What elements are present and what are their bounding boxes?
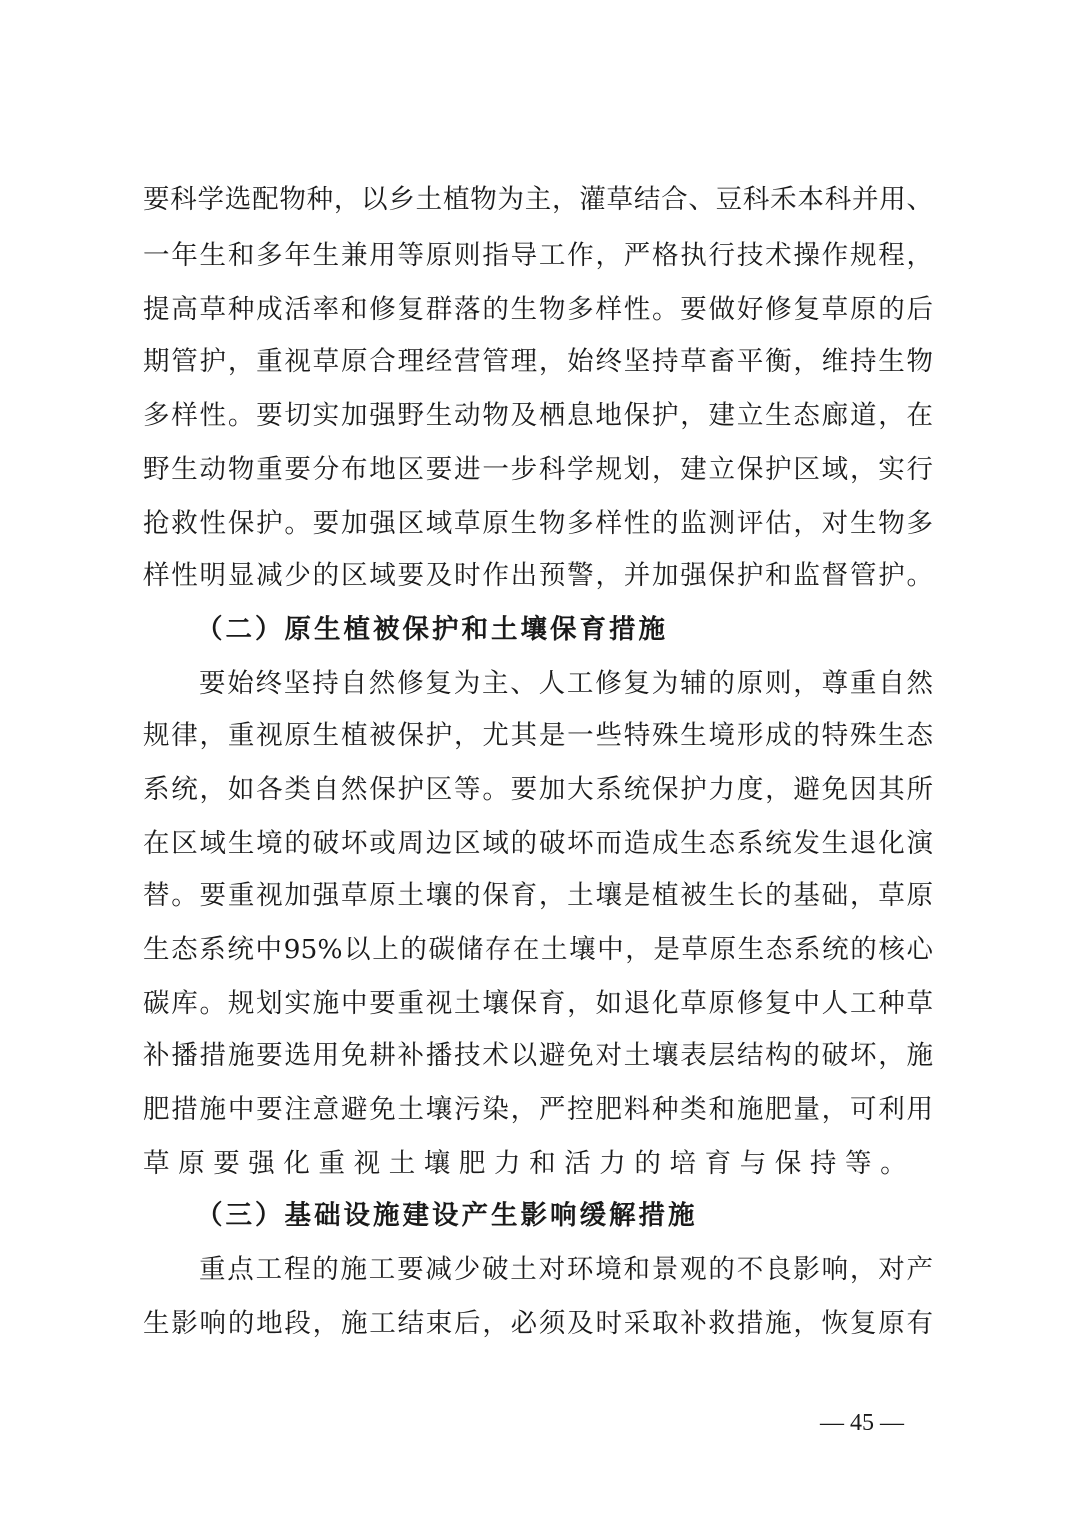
paragraph-2-line-8: 补播措施要选用免耕补播技术以避免对土壤表层结构的破坏，施 <box>143 1040 933 1071</box>
section-heading-3: （三）基础设施建设产生影响缓解措施 <box>196 1200 698 1231</box>
paragraph-1-line-3: 提高草种成活率和修复群落的生物多样性。要做好修复草原的后 <box>143 294 933 325</box>
paragraph-1-line-2: 一年生和多年生兼用等原则指导工作，严格执行技术操作规程， <box>143 240 933 271</box>
paragraph-2-line-5: 替。要重视加强草原土壤的保育，土壤是植被生长的基础，草原 <box>143 880 933 911</box>
page-number: — 45 — <box>820 1410 904 1436</box>
paragraph-3-line-2: 生影响的地段，施工结束后，必须及时采取补救措施，恢复原有 <box>143 1308 933 1339</box>
paragraph-2-line-1: 要始终坚持自然修复为主、人工修复为辅的原则，尊重自然 <box>199 668 933 699</box>
paragraph-1-line-1: 要科学选配物种，以乡土植物为主，灌草结合、豆科禾本科并用、 <box>143 184 933 215</box>
paragraph-1-line-8: 样性明显减少的区域要及时作出预警，并加强保护和监督管护。 <box>143 560 933 591</box>
paragraph-2-line-7: 碳库。规划实施中要重视土壤保育，如退化草原修复中人工种草 <box>143 988 933 1019</box>
paragraph-1-line-7: 抢救性保护。要加强区域草原生物多样性的监测评估，对生物多 <box>143 508 933 539</box>
paragraph-2-line-6: 生态系统中95%以上的碳储存在土壤中，是草原生态系统的核心 <box>143 934 933 965</box>
paragraph-3-line-1: 重点工程的施工要减少破土对环境和景观的不良影响，对产 <box>199 1254 933 1285</box>
paragraph-2-line-3: 系统，如各类自然保护区等。要加大系统保护力度，避免因其所 <box>143 774 933 805</box>
paragraph-1-line-6: 野生动物重要分布地区要进一步科学规划，建立保护区域，实行 <box>143 454 933 485</box>
paragraph-2-line-9: 肥措施中要注意避免土壤污染，严控肥料种类和施肥量，可利用 <box>143 1094 933 1125</box>
paragraph-2-line-4: 在区域生境的破坏或周边区域的破坏而造成生态系统发生退化演 <box>143 828 933 859</box>
section-heading-2: （二）原生植被保护和土壤保育措施 <box>196 614 668 645</box>
paragraph-1-line-5: 多样性。要切实加强野生动物及栖息地保护，建立生态廊道，在 <box>143 400 933 431</box>
paragraph-1-line-4: 期管护，重视草原合理经营管理，始终坚持草畜平衡，维持生物 <box>143 346 933 377</box>
paragraph-2-line-2: 规律，重视原生植被保护，尤其是一些特殊生境形成的特殊生态 <box>143 720 933 751</box>
paragraph-2-line-10: 草原要强化重视土壤肥力和活力的培育与保持等。 <box>143 1148 916 1179</box>
